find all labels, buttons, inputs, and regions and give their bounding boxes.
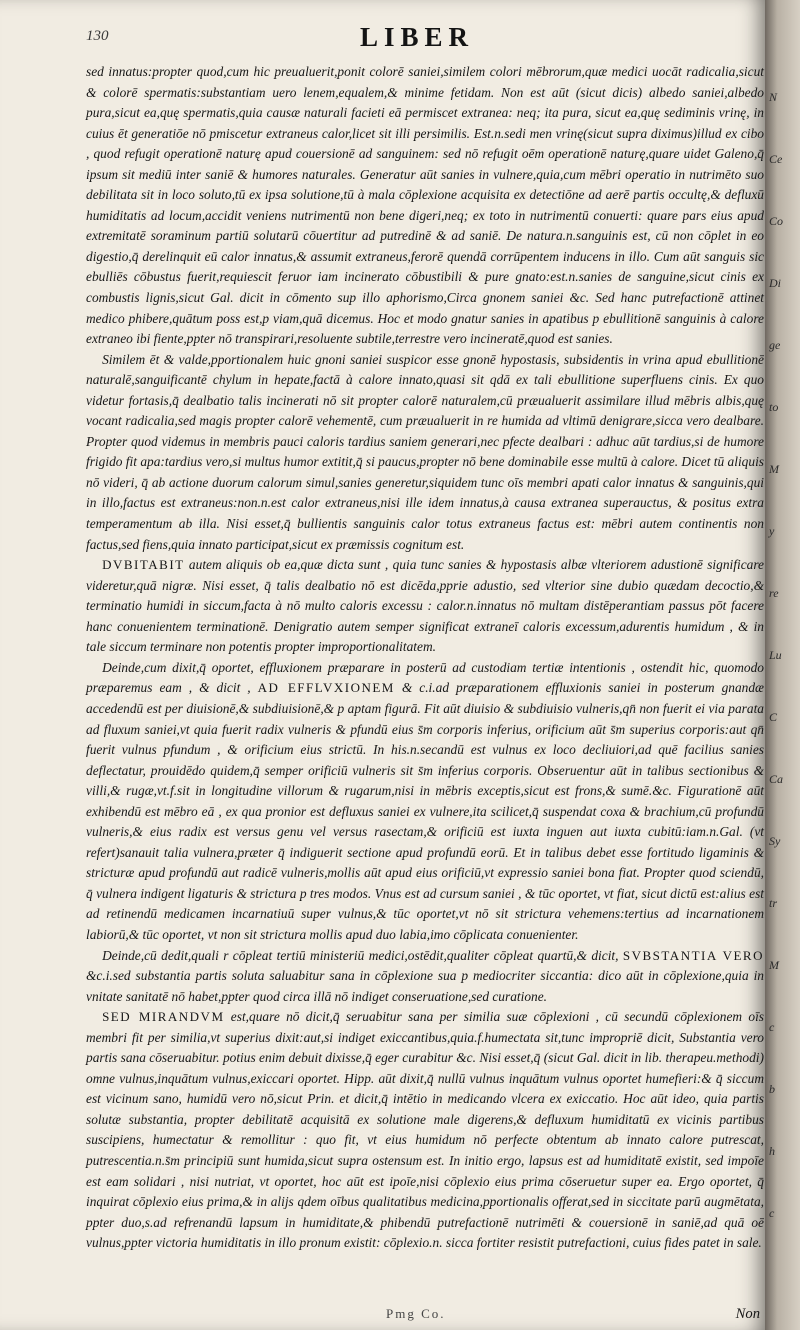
edge-mark: h (769, 1144, 775, 1158)
paragraph-text: Deinde,cū dedit,quali r cōpleat tertiū ministeriū medici,ostēdit,qualiter cōpleat quartū,& dicit, (102, 947, 623, 963)
page-footer (86, 1306, 764, 1326)
small-caps-lemma: DVBITABIT (102, 557, 185, 573)
edge-mark: M (769, 958, 779, 972)
edge-mark: Lu (769, 648, 782, 662)
edge-mark: tr (769, 896, 778, 910)
paragraph (86, 350, 764, 555)
body-text (86, 62, 764, 1254)
paragraph-text: Similem ēt & valde,pportionalem huic gnoni saniei suspicor esse gnonē hypostasis, subsidentis in vrina apud ebullitionē naturalē,sanguificantē chylum in hepate,factā à calore innato,quasi sit qdā ex tali ebullitione superfluens cinis. Ex quo videtur fortasis,q̄ dealbatio talis incinerati nō sit propter calorē naturalem,cū præualuerit assimilare illud mēbris albis,quę vocant radicalia,sed magis propter calorē vehementē, cum præualuerit in re humida ad vltimū denigrare,sicca vero dealbare. Propter quod videmus in membris pauci caloris tardius saniem generari,nec pfecte dealbari : adhuc aūt tardius,si de humore frigido fit apa:tardius vero,si multus humor extitit,q̄ si paucus,propter nō bene dominabile esse multū à calore. Dicet tū aliquis nō videri, q̄ ab actione duorum calorum simul,sanies generetur,siquidem tunc oīs membri apati calor innatus & sanguinis,qui in illo,factus est extraneus:non.n.est calor extraneus,nisi ille idem innatus,à causa extranea superauctus, & positus extra temperamentum ab illa. Nisi esset,q̄ bullientis sanguinis calor totus extraneus factus est: mēbri autem continentis non factus,sed fiens,quia innato participat,sicut ex præmissis cognitum est. (86, 351, 764, 552)
edge-mark: Sy (769, 834, 781, 848)
paragraph (86, 1007, 764, 1254)
edge-mark: C (769, 710, 778, 724)
small-caps-lemma: AD EFFLVXIONEM (257, 680, 395, 696)
paragraph (86, 658, 764, 946)
edge-mark: b (769, 1082, 775, 1096)
paragraph (86, 62, 764, 350)
paragraph-text: est,quare nō dicit,q̄ seruabitur sana per similia suæ cōplexioni , cū secundū cōplexionem oīs membri fit per similia,vt superius dixit:aut,si indiget exiccantibus,quia.f.humectata sit,tunc impropriē dicit, Substantia vero partis sana cōseruabitur. potius enim debuit dixisse,q̄ eger curabitur &c. Nisi esset,q̄ (sicut Gal. dicit in lib. therapeu.methodi) omne vulnus,inquātum vulnus,exiccari oportet. Hipp. aūt dixit,q̄ nullū vulnus inquātum vulnus oportet humefieri:& q̄ siccum est vicinum sano, humidū vero nō,sicut Prin. et dicit,q̄ intētio in medicando vlcera ex exiccatio. Hoc aūt ideo, quia partis solutæ substantia, propter debilitatē acquisitā ex solutione male digerens,& defluxum humiditatū ex vicinis partibus suscipiens, humectatur & remollitur : quo fit, vt eius humidum nō perfecte obtentum ab innato calore putrescat, putrescentia.n.s̄m principiū sunt humida,sicut supra ostensum est. In initio ergo, lapsus est ad humiditatē existit, sed impoīe est eam solidari , nisi nutriat, vt oportet, hoc aūt est ipoīe,nisi cōplexio eius prima cōseruetur super ea. Ergo oportet, q̄ inquirat cōplexio eius prima,& in alijs qdem oībus qualitatibus medicina,pportionalis offerat,sed in siccitate parū augmētata, ppter duo,s.ad refrenandū lapsum in humiditate,& phibendū putrefactionē nutrimēti & couersionē in saniē,ad quā oē vulnus,ppter victoria humiditatis in illo pronum existit: cōplexio.n. sicca fortiter resistit putrefactioni, cuius fides patet in sale. (86, 1009, 764, 1251)
paragraph-text: &c.i.sed substantia partis soluta saluabitur sana in cōplexione sua p mediocriter siccantia: dico aūt in cōplexione,quia in vnitate sanitatē nō habet,ppter quod circa illā nō indiget conseruatione,sed curatione. (86, 968, 764, 1004)
paragraph-text: & c.i.ad præparationem effluxionis saniei in posterum gnandæ accedendū est per diuisionē,& subdiuisionē,& p aptam figurā. Fit aūt diuisio & subdiuisio vulneris,qn̄ non fuerit ei via parata ad fluxum saniei,vt quia fuerit radix vulneris & pfundū eius s̄m corporis inferius, orificium aūt s̄m superius corporis:aut qn̄ fuerit vulnus pfundum , & orificium eius strictū. In his.n.secandū est vulnus ex loco decliuiori,ad quē facilius sanies deflectatur, prouidēdo quidem,q̄ semper orificiū vulneris sit s̄m inferius corporis. Obseruentur aūt in talibus sectionibus & villi,& rugæ,vt.f.sit in longitudine villorum & rugarum,nisi in mēbris exceptis,sicut est frons,& sumē.&c. Figurationē aūt exhibendū est mēbro eā , ex qua pronior est defluxus saniei ex vulnere,ita scilicet,q̄ suspendat coxa & brachium,cū profundū vulneris,& eius radix est versus genu vel versus rasectam,& orificiū est iuxta inguen aut iuxta cubitū:iam.n.Gal. (vt refert)sanauit talia vulnera,præter q̄ indiguerit sectione apud profundū eorū. Et in talibus debet esse fortitudo ligaminis & stricturæ apud profundū aut radicē vulneris,mollis aūt apud eius orificiū,vt expressio saniei bona fiat. Propter quod sciendū, q̄ vulnera indigent ligaturis & strictura p tres modos. Vnus est ad cursum saniei , & tūc oportet, vt fiat, sicut dictū est:alius est ad retinendū medicamen incarnatiuū super vulnus,& tūc oportet,vt nō sit strictura vehemens:tertius ad incarnationem labiorū,& tūc oportet, vt non sit strictura mollis apud duo labia,imo cōplicata conuenienter. (86, 680, 764, 942)
edge-mark: c (769, 1020, 775, 1034)
edge-mark: M (769, 462, 779, 476)
folio-number: 130 (86, 28, 109, 44)
edge-mark: Ce (769, 152, 783, 166)
edge-mark: y (769, 524, 775, 538)
paragraph-text: Deinde,cum dixit,q̄ oportet, effluxionem præparare in posterū ad custodiam tertiæ intentionis , ostendit hic, quomodo præparemus eam , & dicit , (86, 659, 764, 696)
small-caps-lemma: SED MIRANDVM (102, 1009, 225, 1025)
catchword: Non (735, 1306, 760, 1322)
edge-mark: Di (769, 276, 781, 290)
running-title: LIBER (360, 22, 475, 52)
paragraph (86, 555, 764, 658)
edge-mark: Ca (769, 772, 784, 786)
edge-mark: ge (769, 338, 781, 352)
small-caps-lemma: SVBSTANTIA VERO (622, 947, 764, 963)
edge-mark: to (769, 400, 779, 414)
edge-mark: N (769, 90, 778, 104)
signature-mark: Pmg Co. (386, 1306, 446, 1321)
edge-mark: c (769, 1206, 775, 1220)
edge-mark: Co (769, 214, 784, 228)
paragraph-text: sed innatus:propter quod,cum hic preualuerit,ponit colorē saniei,similem colori mēbrorum,quæ medici uocāt radicalia,sicut & colorē spermatis:substantiam uero lenem,equalem,& minime fetidam. Non est aūt (sicut dicis) albedo saniei,albedo pura,sicut ea,quę spermatis,quia causæ naturali facieti eā permiscet extranea: neq; ita pura, sicut ea,quę sediminis vrinę, in cuius ēt generatiōe nō pmiscetur extraneus calor,licet sit illi persimilis. Est.n.sedi men vrinę(sicut supra diximus)illud ex cibo , quod refugit operationē naturę apud couersionē ad sanguinem: sed nō refugit oēm operationē naturę,quare uidet Galeno,q̄ ipsum sit mediū inter saniē & humores naturales. Generatur aūt sanies in vulnere,quia,cum mēbri operatio in nutrimēto suo debilitata sit in loco soluto,tū ex ipsa solutione,tū à mala cōplexione acquisita ex detectiōne ad aerē partis occultę,& defluxū humiditatis ad locum,accidit veniens nutrimentū non bene digeri,neq; ex toto in nutrimentū conuerti: quare pars eius apud extremitatē soraminum partiū solutarū cōuertitur ad putredinē & ad saniē. De natura.n.sanguinis est, cū non cōplet in eo digestio,q̄ derelinquit eū calor innatus,& assumit extraneus,ferorē quendā corrūpentem inducens in illo. Cum aūt sanguis sic ebulliēs cōbustus fuerit,requiescit feruor iam incinerato cōbustibili & pure gnato:est.n.sanies de sanguine,sicut cinis ex combustis lignis,sicut Gal. dicit in cōmento sup illo aphorismo,Circa gnonem saniei &c. Sed hanc putrefactionē attinet medico phibere,quātum poss est,p viam,quā dicemus. Hoc et modo gnatur sanies in apatibus p ebullitionē sanguinis à calore extraneo ibi fiente,ppter nō transpirari,resoluente subtile,terrestre vero incineratē,quod est sanies. (86, 64, 764, 347)
edge-mark: re (769, 586, 779, 600)
paragraph-text: autem aliquis ob ea,quæ dicta sunt , quia tunc sanies & hypostasis albæ vlteriorem adustionē significare videretur,quā nigræ. Nisi esset, q̄ talis dealbatio nō est dicēda,pprie adustio, sed vlterior sine dubio quædam decoctio,& terminatio humidi in siccum,facta à nō multo caloris excessu : calor.n.innatus nō multam distēperantiam passus pōt facere hanc conuenientem terminationē. Denigratio autem semper significat extraneī caloris excessum,adurentis humidum , & in tale siccum terminare non potentis propter improportionalitatem. (86, 557, 764, 655)
next-page-edge (765, 0, 800, 1330)
paragraph (86, 946, 764, 1008)
page-header (0, 22, 765, 56)
